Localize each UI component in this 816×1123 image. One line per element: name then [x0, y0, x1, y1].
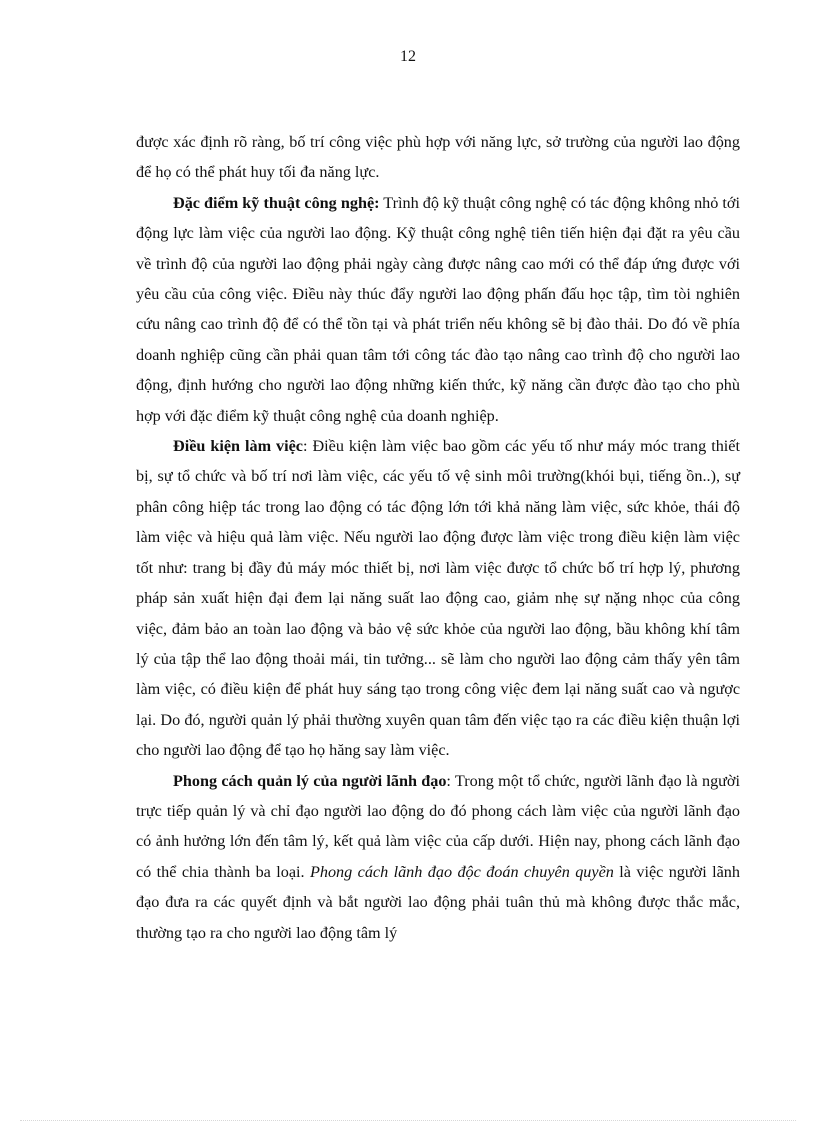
paragraph-text: Trình độ kỹ thuật công nghệ có tác động không nhỏ tới động lực làm việc của người lao động. Kỹ thuật công nghệ tiên tiến hiện đại đặt ra yêu cầu về trình độ của người lao động phải ngày càng được nâng cao mới có thể đáp ứng được với yêu cầu của công việc. Điều này thúc đẩy người lao động phấn đấu học tập, tìm tòi nghiên cứu nâng cao trình độ để có thể tồn tại và phát triển nếu không sẽ bị đào thải. Do đó về phía doanh nghiệp cũng cần phải quan tâm tới công tác đào tạo nâng cao trình độ cho người lao động, định hướng cho người lao động những kiến thức, kỹ năng cần được đào tạo cho phù hợp với đặc điểm kỹ thuật công nghệ của doanh nghiệp. — [136, 193, 740, 425]
paragraph-heading: Điều kiện làm việc — [173, 437, 303, 456]
paragraph-working-conditions — [136, 431, 740, 765]
paragraph-continuation — [136, 127, 740, 188]
italic-term: Phong cách lãnh đạo độc đoán chuyên quyền — [309, 862, 614, 881]
paragraph-heading: Phong cách quản lý của người lãnh đạo — [173, 771, 447, 790]
paragraph-text-continued: là việc người lãnh đạo đưa ra các quyết định và bắt người lao động phải tuân thủ mà không được thắc mắc, thường tạo ra cho người lao động tâm lý — [136, 862, 740, 942]
document-body — [136, 127, 740, 948]
paragraph-text: Điều kiện làm việc bao gồm các yếu tố như máy móc trang thiết bị, sự tổ chức và bố trí nơi làm việc, các yếu tố vệ sinh môi trường(khói bụi, tiếng ồn..), sự phân công hiệp tác trong lao động có tác động lớn tới khả năng làm việc, sức khỏe, thái độ làm việc và hiệu quả làm việc. Nếu người lao động được làm việc trong điều kiện làm việc tốt như: trang bị đầy đủ máy móc thiết bị, nơi làm việc được tổ chức bố trí hợp lý, phương pháp sản xuất hiện đại đem lại năng suất lao động cao, giảm nhẹ sự nặng nhọc của công việc, đảm bảo an toàn lao động và bảo vệ sức khỏe của người lao động, bầu không khí tâm lý của tập thể lao động thoải mái, tin tưởng... sẽ làm cho người lao động cảm thấy yên tâm làm việc, có điều kiện để phát huy sáng tạo trong công việc đem lại năng suất cao và ngược lại. Do đó, người quản lý phải thường xuyên quan tâm đến việc tạo ra các điều kiện thuận lợi cho người lao động để tạo họ hăng say làm việc. — [136, 437, 740, 760]
page-number: 12 — [400, 48, 416, 65]
paragraph-leadership-style — [136, 766, 740, 948]
paragraph-text: được xác định rõ ràng, bố trí công việc phù hợp với năng lực, sở trường của người lao động để họ có thể phát huy tối đa năng lực. — [136, 133, 740, 182]
paragraph-text: : Trong một tổ chức, người lãnh đạo là người trực tiếp quản lý và chỉ đạo người lao động do đó phong cách làm việc của người lãnh đạo có ảnh hưởng lớn đến tâm lý, kết quả làm việc của cấp dưới. Hiện nay, phong cách lãnh đạo có thể chia thành ba loại. — [136, 771, 740, 881]
paragraph-technology — [136, 188, 740, 431]
page-bottom-edge — [20, 1120, 796, 1121]
paragraph-heading: Đặc điểm kỹ thuật công nghệ: — [173, 193, 380, 212]
heading-colon: : — [303, 437, 308, 456]
